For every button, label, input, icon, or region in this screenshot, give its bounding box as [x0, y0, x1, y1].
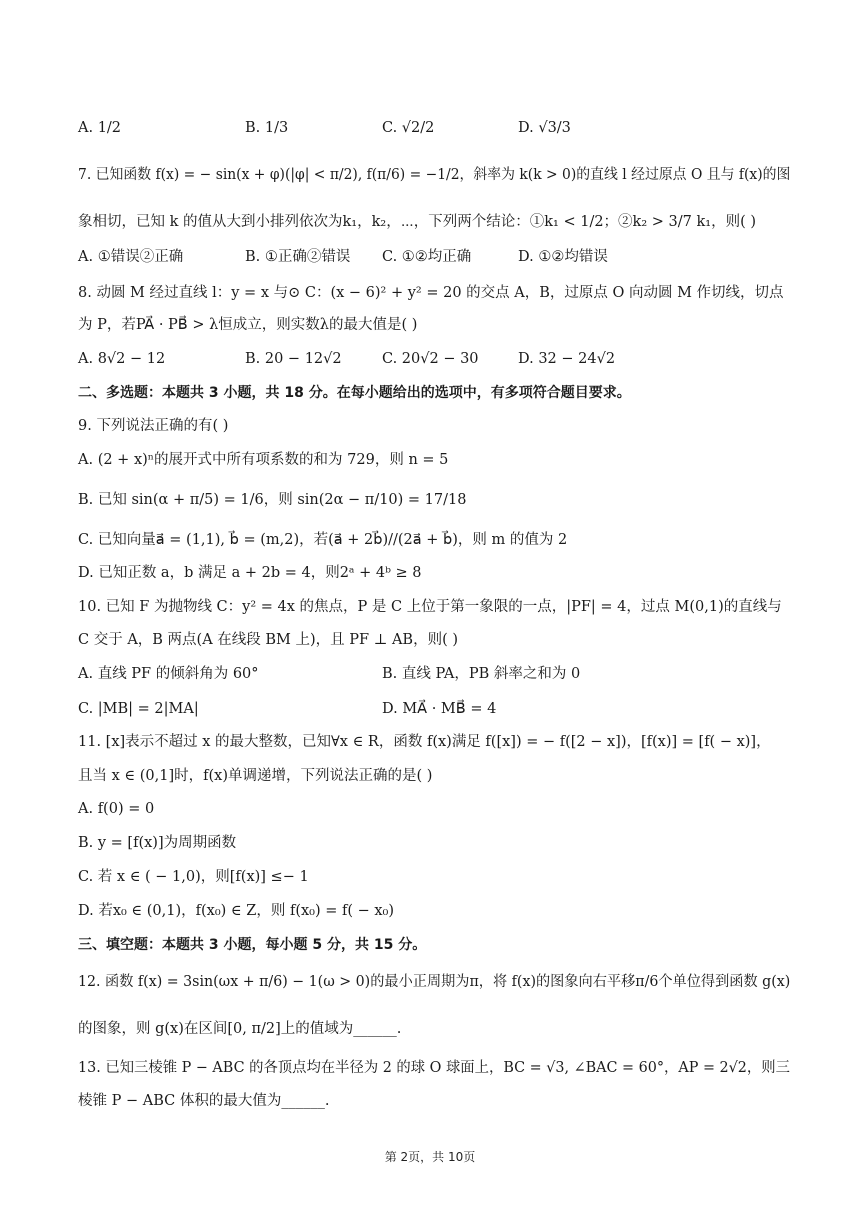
q8-stem-line1: 8. 动圆 M 经过直线 l：y = x 与⊙ C：(x − 6)² + y² = 20 的交点 A，B，过原点 O 向动圆 M 作切线，切点 — [78, 285, 784, 301]
q11-option-c: C. 若 x ∈ ( − 1,0)，则[f(x)] ≤− 1 — [78, 869, 309, 885]
q9-option-c: C. 已知向量a⃗ = (1,1), b⃗ = (m,2)，若(a⃗ + 2b⃗)//(2a⃗ + b⃗)，则 m 的值为 2 — [78, 532, 568, 548]
q11-stem-line2: 且当 x ∈ (0,1]时，f(x)单调递增，下列说法正确的是( ) — [78, 768, 433, 784]
q6-option-d: D. √3/3 — [518, 120, 571, 136]
q8-option-a: A. 8√2 − 12 — [78, 351, 166, 367]
section-heading-fill-blank: 三、填空题：本题共 3 小题，每小题 5 分，共 15 分。 — [78, 937, 427, 953]
section-heading-multi-choice: 二、多选题：本题共 3 小题，共 18 分。在每小题给出的选项中，有多项符合题目要求。 — [78, 385, 631, 401]
q9-option-d: D. 已知正数 a，b 满足 a + 2b = 4，则2ᵃ + 4ᵇ ≥ 8 — [78, 565, 422, 581]
q9-option-b: B. 已知 sin(α + π/5) = 1/6，则 sin(2α − π/10) = 17/18 — [78, 492, 467, 508]
q10-stem-line2: C 交于 A，B 两点(A 在线段 BM 上)，且 PF ⊥ AB，则( ) — [78, 632, 458, 648]
q10-stem-line1: 10. 已知 F 为抛物线 C：y² = 4x 的焦点，P 是 C 上位于第一象限的一点，|PF| = 4，过点 M(0,1)的直线与 — [78, 599, 782, 615]
q8-option-c: C. 20√2 − 30 — [382, 351, 479, 367]
q11-option-b: B. y = [f(x)]为周期函数 — [78, 835, 237, 851]
q8-option-d: D. 32 − 24√2 — [518, 351, 616, 367]
q11-stem-line1: 11. [x]表示不超过 x 的最大整数，已知∀x ∈ R，函数 f(x)满足 f([x]) = − f([2 − x])，[f(x)] = [f( − x)]， — [78, 734, 771, 750]
q12-stem-line2: 的图象，则 g(x)在区间[0, π/2]上的值域为______. — [78, 1021, 402, 1037]
q7-option-c: C. ①②均正确 — [382, 249, 472, 265]
q9-stem: 9. 下列说法正确的有( ) — [78, 418, 229, 434]
q9-option-a: A. (2 + x)ⁿ的展开式中所有项系数的和为 729，则 n = 5 — [78, 452, 449, 468]
page-footer: 第 2页，共 10页 — [384, 1150, 476, 1164]
q10-option-c: C. |MB| = 2|MA| — [78, 701, 199, 717]
q13-stem-line1: 13. 已知三棱锥 P − ABC 的各顶点均在半径为 2 的球 O 球面上，BC = √3, ∠BAC = 60°，AP = 2√2，则三 — [78, 1060, 790, 1076]
q7-option-d: D. ①②均错误 — [518, 249, 608, 265]
q12-stem-line1: 12. 函数 f(x) = 3sin(ωx + π/6) − 1(ω > 0)的最小正周期为π，将 f(x)的图象向右平移π/6个单位得到函数 g(x) — [78, 974, 791, 990]
q11-option-a: A. f(0) = 0 — [78, 801, 155, 817]
q10-option-b: B. 直线 PA，PB 斜率之和为 0 — [382, 666, 581, 682]
q6-option-c: C. √2/2 — [382, 120, 435, 136]
q7-option-a: A. ①错误②正确 — [78, 249, 184, 265]
q11-option-d: D. 若x₀ ∈ (0,1)，f(x₀) ∈ Z，则 f(x₀) = f( − x₀) — [78, 903, 395, 919]
q7-option-b: B. ①正确②错误 — [245, 249, 351, 265]
q13-stem-line2: 棱锥 P − ABC 体积的最大值为______. — [78, 1093, 330, 1109]
q8-option-b: B. 20 − 12√2 — [245, 351, 342, 367]
q7-stem-line2: 象相切，已知 k 的值从大到小排列依次为k₁，k₂，⋯，下列两个结论：①k₁ < 1/2；②k₂ > 3/7 k₁，则( ) — [78, 214, 756, 230]
q10-option-d: D. MA⃗ · MB⃗ = 4 — [382, 701, 497, 717]
q10-option-a: A. 直线 PF 的倾斜角为 60° — [78, 666, 259, 682]
q6-option-a: A. 1/2 — [78, 120, 122, 136]
q7-stem-line1: 7. 已知函数 f(x) = − sin(x + φ)(|φ| < π/2), f(π/6) = −1/2，斜率为 k(k > 0)的直线 l 经过原点 O 且与 f(x)的图 — [78, 167, 791, 183]
q6-option-b: B. 1/3 — [245, 120, 289, 136]
q8-stem-line2: 为 P，若PA⃗ · PB⃗ > λ恒成立，则实数λ的最大值是( ) — [78, 317, 418, 333]
